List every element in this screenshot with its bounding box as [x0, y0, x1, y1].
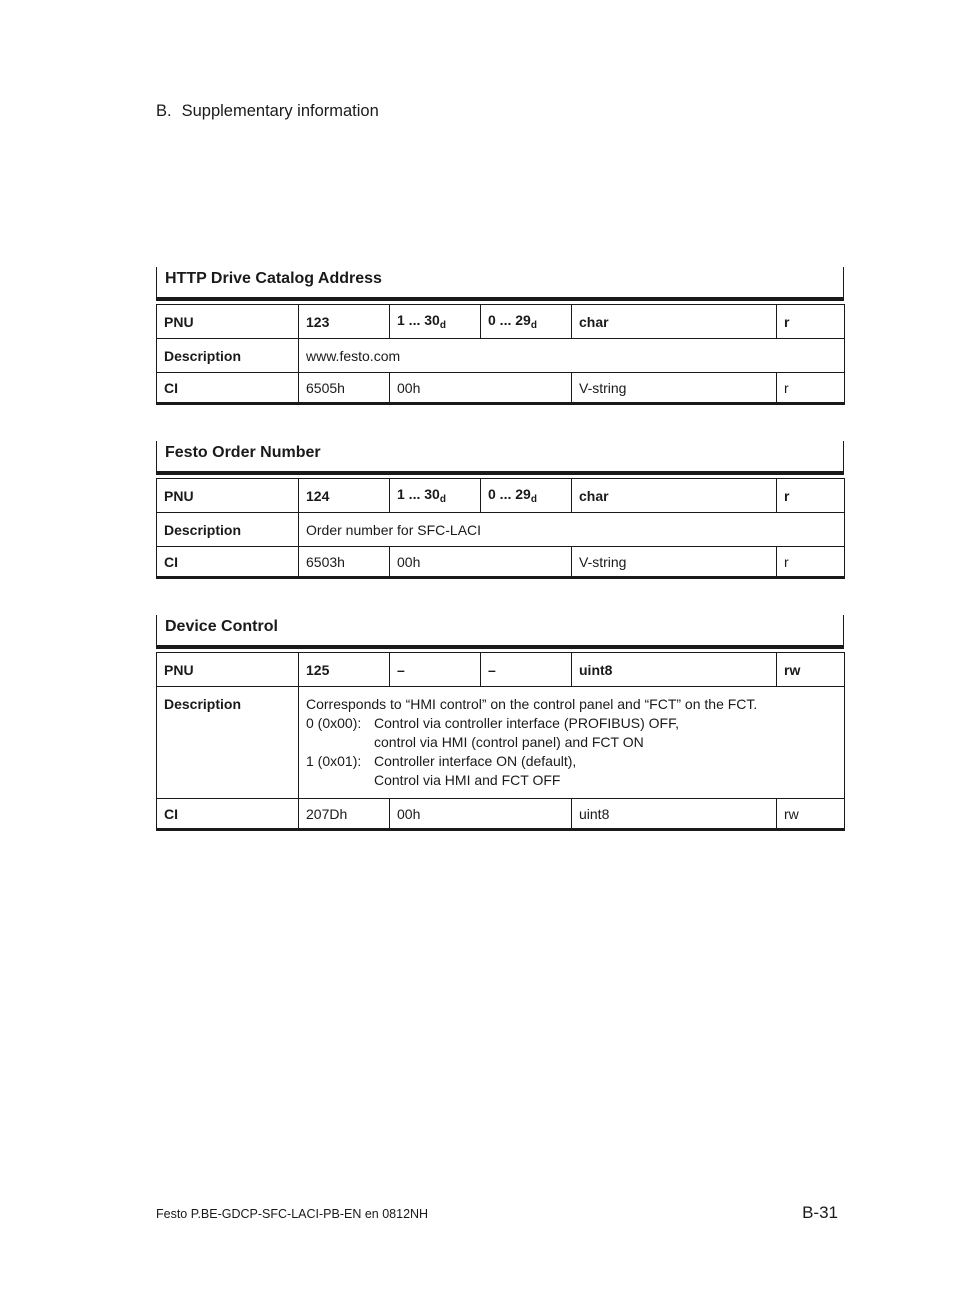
ci-row [157, 373, 845, 404]
option-1: 1 (0x01): Controller interface ON (default), [306, 753, 577, 769]
ci-label: CI [157, 373, 299, 404]
description-text: Order number for SFC-LACI [299, 513, 845, 547]
array-range: 1 ... $30_d$ [390, 479, 481, 513]
section-heading [156, 102, 379, 121]
param-title: Festo Order Number [156, 441, 844, 475]
ci-row [157, 547, 845, 578]
description-intro: Corresponds to “HMI control” on the control panel and “FCT” on the FCT. [306, 696, 758, 712]
pnu-value: 125 [299, 653, 390, 687]
pnu-label: PNU [157, 653, 299, 687]
page-number: B-31 [802, 1203, 838, 1222]
param-block-festo-order-number [156, 441, 844, 579]
pnu-value: 124 [299, 479, 390, 513]
footer-document-id: Festo P.BE-GDCP-SFC-LACI-PB-EN en 0812NH [156, 1207, 429, 1221]
access-mode: r [777, 305, 845, 339]
param-title: Device Control [156, 615, 844, 649]
ci-row [157, 799, 845, 830]
param-table [156, 304, 845, 405]
description-label: Description [157, 687, 299, 799]
param-title: HTTP Drive Catalog Address [156, 267, 844, 301]
ci-subindex: 00h [390, 373, 572, 404]
ci-index: 6503h [299, 547, 390, 578]
option-1-continued: Control via HMI and FCT OFF [374, 772, 561, 788]
ci-access: rw [777, 799, 845, 830]
pnu-label: PNU [157, 305, 299, 339]
data-type: uint8 [572, 653, 777, 687]
ci-label: CI [157, 547, 299, 578]
data-type: char [572, 305, 777, 339]
ci-access: r [777, 373, 845, 404]
access-mode: r [777, 479, 845, 513]
section-number: B. [156, 102, 172, 120]
description-label: Description [157, 513, 299, 547]
ci-index: 207Dh [299, 799, 390, 830]
param-table [156, 478, 845, 579]
param-table [156, 652, 845, 831]
pnu-row [157, 305, 845, 339]
ci-label: CI [157, 799, 299, 830]
option-0-continued: control via HMI (control panel) and FCT ON [374, 734, 644, 750]
access-mode: rw [777, 653, 845, 687]
data-type: char [572, 479, 777, 513]
subindex-range: 0 ... $29_d$ [481, 305, 572, 339]
pnu-row [157, 479, 845, 513]
description-row [157, 687, 845, 799]
ci-subindex: 00h [390, 799, 572, 830]
ci-index: 6505h [299, 373, 390, 404]
ci-type: uint8 [572, 799, 777, 830]
array-range: 1 ... $30_d$ [390, 305, 481, 339]
param-block-device-control [156, 615, 844, 831]
description-text [299, 687, 845, 799]
pnu-label: PNU [157, 479, 299, 513]
subindex-range: – [481, 653, 572, 687]
pnu-row [157, 653, 845, 687]
ci-type: V-string [572, 373, 777, 404]
ci-access: r [777, 547, 845, 578]
array-range: – [390, 653, 481, 687]
param-block-http-drive-catalog-address [156, 267, 844, 405]
ci-type: V-string [572, 547, 777, 578]
section-title: Supplementary information [181, 102, 379, 120]
description-row [157, 339, 845, 373]
description-label: Description [157, 339, 299, 373]
description-text: www.festo.com [299, 339, 845, 373]
option-0: 0 (0x00): Control via controller interface (PROFIBUS) OFF, [306, 715, 679, 731]
pnu-value: 123 [299, 305, 390, 339]
subindex-range: 0 ... $29_d$ [481, 479, 572, 513]
description-row [157, 513, 845, 547]
ci-subindex: 00h [390, 547, 572, 578]
